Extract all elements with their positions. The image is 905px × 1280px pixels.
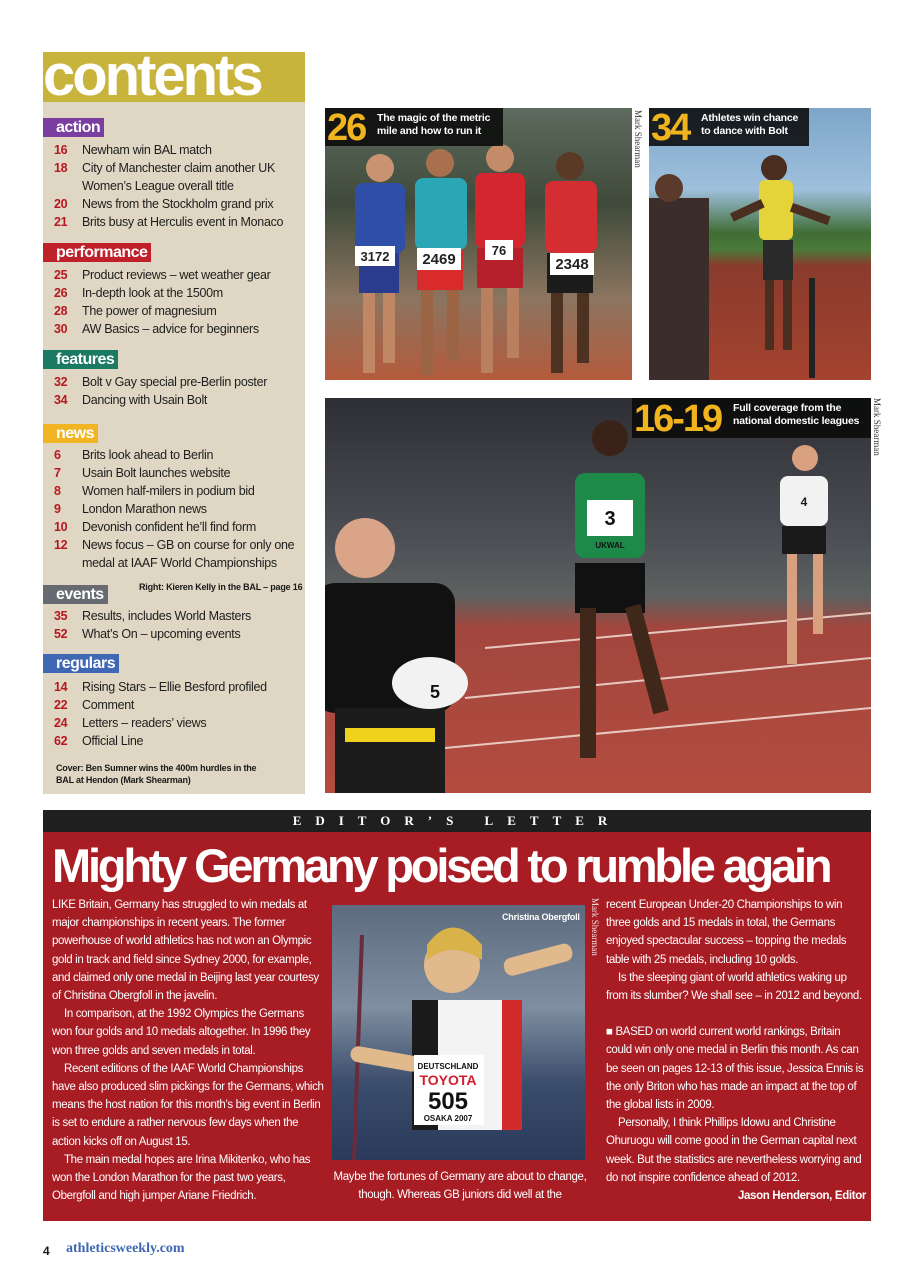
contents-item[interactable] [54, 518, 302, 536]
page-num: 14 [54, 680, 68, 694]
paragraph: recent European Under-20 Championships to win three golds and 15 medals in total, the Germans enjoyed spectacular success – topping the medals table with 25 medals, including 10 golds. [606, 899, 847, 966]
contents-item[interactable] [54, 714, 302, 732]
contents-item[interactable] [54, 195, 302, 213]
page-num: 21 [54, 215, 68, 229]
item-text: What’s On – upcoming events [82, 627, 241, 641]
bib-number: 4 [800, 495, 808, 509]
page-num: 16 [54, 143, 68, 157]
bib-text: DEUTSCHLAND [417, 1062, 479, 1071]
contents-item[interactable] [54, 213, 302, 231]
paragraph: In comparison, at the 1992 Olympics the Germans won four golds and 10 medals altogether. In 1996 they won three golds and seven medals in total. [52, 1008, 311, 1057]
contents-item[interactable] [54, 536, 302, 572]
item-text: London Marathon news [82, 502, 207, 516]
item-text: Brits look ahead to Berlin [82, 448, 214, 462]
page-num: 32 [54, 375, 68, 389]
bib-number: 5 [429, 682, 441, 702]
page-number: 4 [43, 1244, 50, 1258]
page-num: 25 [54, 268, 68, 282]
page-num: 12 [54, 538, 68, 552]
contents-title: contents [43, 43, 261, 108]
contents-item[interactable] [54, 678, 302, 696]
item-text: Bolt v Gay special pre-Berlin poster [82, 375, 268, 389]
page-badge: 16-19 [634, 398, 722, 440]
javelin-illustration [332, 905, 585, 1160]
section-news-list [54, 446, 302, 572]
contents-item[interactable] [54, 500, 302, 518]
contents-item[interactable] [54, 373, 302, 391]
bib-number: 3172 [360, 249, 390, 264]
contents-item[interactable] [54, 266, 302, 284]
page-num: 6 [54, 448, 61, 462]
paragraph: Maybe the fortunes of Germany are about to change, though. Whereas GB juniors did well at the [333, 1171, 587, 1202]
page-num: 34 [54, 393, 68, 407]
letter-column-right [606, 896, 866, 1205]
bib-text: UKWAL [595, 541, 625, 550]
page-num: 26 [54, 286, 68, 300]
contents-item[interactable] [54, 302, 302, 320]
item-text: Brits busy at Herculis event in Monaco [82, 215, 284, 229]
contents-item[interactable] [54, 284, 302, 302]
paragraph: Recent editions of the IAAF World Championships have also produced slim pickings for the Germans, which means the host nation for this month’s big event in Berlin is set to endure a rather nervous few days when the action kicks off on August 15. [52, 1062, 324, 1148]
page-num: 8 [54, 484, 61, 498]
paragraph: ■ BASED on world current world rankings, Britain could win only one medal in Berlin this month. As can be seen on pages 12-13 of this issue, Jessica Ennis is the only Briton who has made an impact at the top of the global lists in 2009. [606, 1026, 864, 1112]
section-news-heading: news [43, 424, 98, 443]
cover-caption: Cover: Ben Sumner wins the 400m hurdles in the BAL at Hendon (Mark Shearman) [56, 763, 257, 785]
section-regulars-list [54, 678, 302, 750]
paragraph: The main medal hopes are Irina Mikitenko, who has won the London Marathon for the past two years, Obergfoll and high jumper Ariane Friedrich. [52, 1153, 311, 1203]
contents-item[interactable] [54, 159, 302, 195]
item-text: News focus – GB on course for only one medal at IAAF World Championships [82, 538, 295, 570]
contents-item[interactable] [54, 696, 302, 714]
contents-item[interactable] [54, 607, 302, 625]
contents-item[interactable] [54, 625, 302, 643]
site-link[interactable]: athleticsweekly.com [66, 1241, 185, 1256]
photo-1500m-race[interactable] [325, 108, 632, 380]
page-num: 62 [54, 734, 68, 748]
letter-column-left [52, 896, 324, 1205]
section-performance-heading: performance [43, 243, 151, 262]
photo-domestic-leagues[interactable] [325, 398, 871, 793]
page-num: 22 [54, 698, 68, 712]
paragraph: LIKE Britain, Germany has struggled to win medals at major championships in recent years. The former powerhouse of world athletics has not won an Olympic gold in track and field since Sydney 2000, for example, and claimed only one medal in Beijing last year courtesy of Christina Obergfoll in the javelin. [52, 899, 319, 1003]
item-text: Women half-milers in podium bid [82, 484, 255, 498]
contents-item[interactable] [54, 141, 302, 159]
section-action-list [54, 141, 302, 231]
item-text: Results, includes World Masters [82, 609, 252, 623]
contents-item[interactable] [54, 732, 302, 750]
item-text: Usain Bolt launches website [82, 466, 231, 480]
letter-headline: Mighty Germany poised to rumble again [52, 839, 830, 892]
contents-item[interactable] [54, 446, 302, 464]
page-num: 20 [54, 197, 68, 211]
item-text: Product reviews – wet weather gear [82, 268, 271, 282]
letter-column-middle [330, 1168, 590, 1204]
bib-number: 2469 [422, 251, 456, 268]
relay-illustration [325, 398, 871, 793]
contents-item[interactable] [54, 482, 302, 500]
item-text: Official Line [82, 734, 144, 748]
page-num: 52 [54, 627, 68, 641]
sprinter-figure [575, 420, 669, 758]
bib-text: TOYOTA [419, 1072, 477, 1088]
photo-bolt-dance[interactable] [649, 108, 871, 380]
item-text: Rising Stars – Ellie Besford profiled [82, 680, 267, 694]
paragraph: Is the sleeping giant of world athletics waking up from its slumber? We shall see – in 2012 and beyond. [606, 971, 862, 1003]
item-text: AW Basics – advice for beginners [82, 322, 259, 336]
page-num: 28 [54, 304, 68, 318]
photo-caption: The magic of the metric mile and how to run it [377, 112, 491, 137]
page-num: 10 [54, 520, 68, 534]
photo-javelin-obergfoll[interactable] [332, 905, 585, 1160]
item-text: In-depth look at the 1500m [82, 286, 223, 300]
runners-illustration [325, 108, 632, 380]
section-features-heading: features [43, 350, 118, 369]
contents-item[interactable] [54, 320, 302, 338]
page-num: 18 [54, 161, 68, 175]
section-events-list [54, 607, 302, 643]
photo-credit: Mark Shearman [633, 110, 643, 168]
bib-number: 76 [491, 243, 507, 258]
section-regulars-heading: regulars [43, 654, 119, 673]
photo-caption: Full coverage from the national domestic leagues [733, 402, 860, 427]
photo-caption: Athletes win chance to dance with Bolt [701, 112, 799, 137]
section-events-heading: events [43, 585, 108, 604]
photo-credit: Mark Shearman [590, 898, 600, 956]
paragraph: Personally, I think Phillips Idowu and Christine Ohuruogu will come good in the German capital next week. But the statistics are nevertheless worrying and do not inspire confidence ahead of 2012. [606, 1117, 862, 1184]
photo-caption: Christina Obergfoll [502, 912, 580, 922]
page-badge: 26 [327, 108, 366, 149]
shot-putter-figure [325, 518, 468, 793]
item-text: Dancing with Usain Bolt [82, 393, 208, 407]
section-performance-list [54, 266, 302, 338]
right-photo-caption: Right: Kieren Kelly in the BAL – page 16 [139, 582, 303, 592]
page-num: 7 [54, 466, 61, 480]
item-text: City of Manchester claim another UK Women’s League overall title [82, 161, 276, 193]
photo-credit: Mark Shearman [872, 398, 882, 456]
bib-number: 3 [604, 508, 616, 530]
page-num: 9 [54, 502, 61, 516]
item-text: The power of magnesium [82, 304, 217, 318]
runner-figure [780, 445, 828, 664]
contents-panel [43, 43, 305, 794]
page-num: 24 [54, 716, 68, 730]
page-num: 30 [54, 322, 68, 336]
bib-number: 2348 [555, 256, 589, 273]
item-text: Devonish confident he’ll find form [82, 520, 256, 534]
bib-number: 505 [427, 1088, 469, 1115]
editor-signature: Jason Henderson, Editor [737, 1190, 866, 1203]
item-text: News from the Stockholm grand prix [82, 197, 274, 211]
contents-title-bar [43, 43, 305, 108]
section-features-list [54, 373, 302, 409]
editors-letter-kicker: EDITOR’S LETTER [43, 810, 871, 832]
page-badge: 34 [651, 108, 690, 149]
contents-item[interactable] [54, 391, 302, 409]
bib-text: OSAKA 2007 [423, 1114, 473, 1123]
item-text: Newham win BAL match [82, 143, 212, 157]
bolt-figure [730, 155, 831, 350]
section-action-heading: action [43, 118, 104, 137]
item-text: Comment [82, 698, 135, 712]
page-num: 35 [54, 609, 68, 623]
contents-item[interactable] [54, 464, 302, 482]
item-text: Letters – readers’ views [82, 716, 207, 730]
